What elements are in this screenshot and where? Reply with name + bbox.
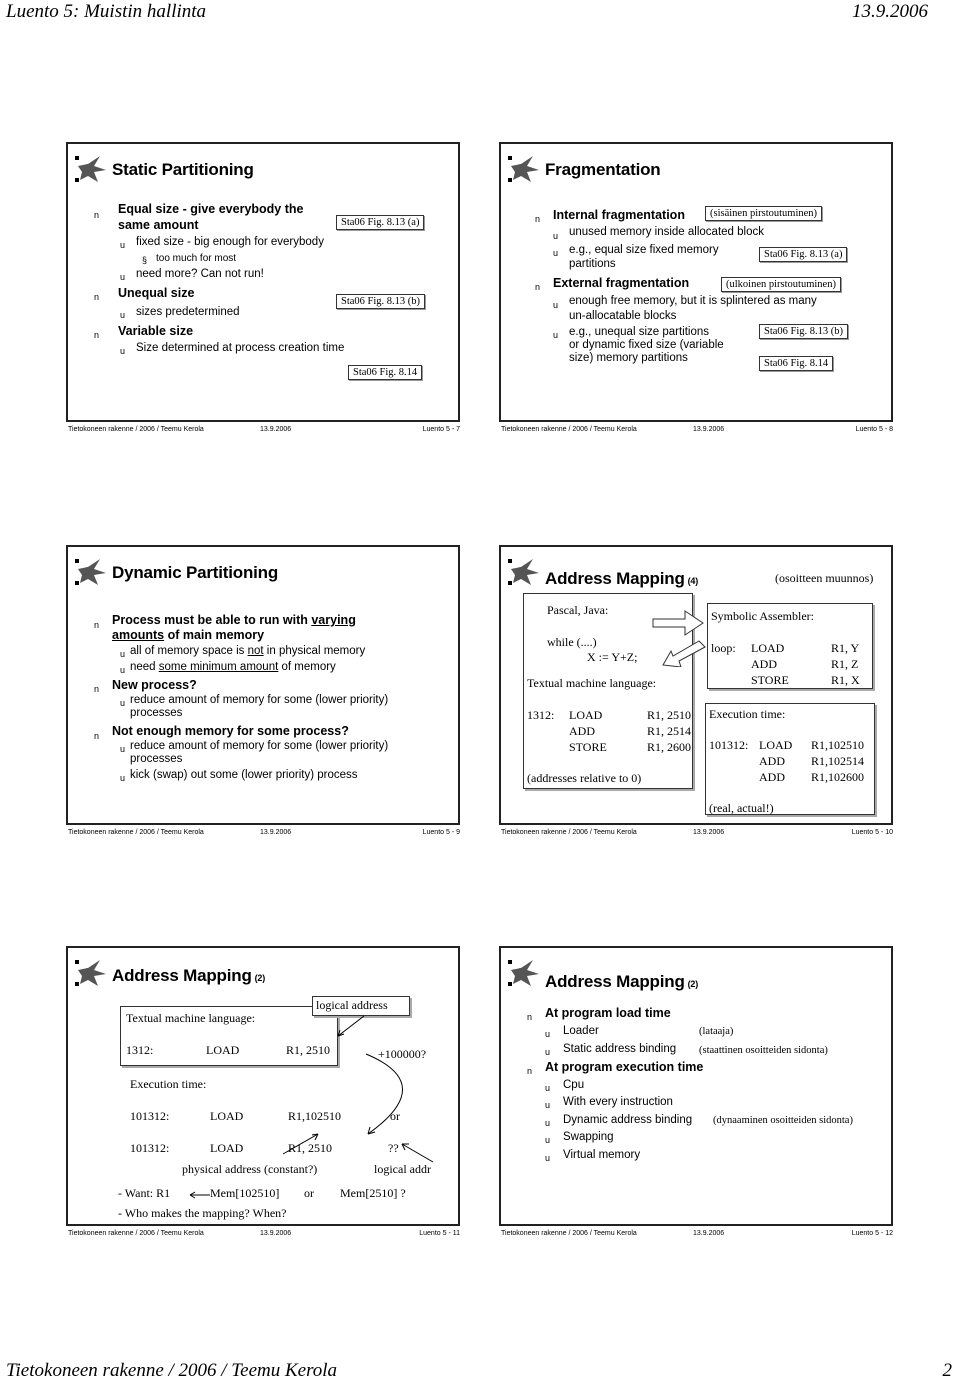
slide-logo-icon bbox=[74, 152, 108, 186]
figure-ref: Sta06 Fig. 8.13 (a) bbox=[336, 215, 424, 230]
code-op: LOAD bbox=[206, 1043, 240, 1057]
text-part: of memory bbox=[278, 661, 336, 673]
item-text: Swapping bbox=[563, 1131, 614, 1143]
slide-footer bbox=[68, 1230, 462, 1242]
title-suffix: (4) bbox=[687, 576, 699, 586]
text-underlined: some minimum amount bbox=[158, 661, 279, 673]
bullet-u-icon: u bbox=[545, 1118, 551, 1128]
item-text: Equal size - give everybody the bbox=[118, 202, 304, 216]
text-question: ?? bbox=[388, 1141, 399, 1155]
item-text: Dynamic address binding bbox=[563, 1114, 693, 1126]
item-text: kick (swap) out some (lower priority) process bbox=[130, 769, 358, 781]
bullet-u-icon: u bbox=[553, 248, 559, 258]
code-line: X := Y+Z; bbox=[587, 650, 638, 664]
item-text: With every instruction bbox=[563, 1096, 673, 1108]
bullet-n-icon: n bbox=[527, 1012, 533, 1022]
footer-date: 13.9.2006 bbox=[693, 829, 725, 836]
label-execution: Execution time: bbox=[709, 707, 786, 721]
bullet-n-icon: n bbox=[527, 1066, 533, 1076]
code-addr: 1312: bbox=[126, 1043, 154, 1057]
footer-slide-number: Luento 5 - 11 bbox=[419, 1230, 460, 1237]
item-text: too much for most bbox=[156, 253, 237, 264]
item-text: enough free memory, but it is splintered as many bbox=[569, 295, 817, 307]
label-pascal: Pascal, Java: bbox=[547, 603, 609, 617]
finnish-term: (ulkoinen pirstoutuminen) bbox=[721, 277, 841, 292]
item-text: processes bbox=[130, 753, 183, 765]
bullet-u-icon: u bbox=[120, 698, 126, 708]
finnish-term: (dynaaminen osoitteiden sidonta) bbox=[713, 1115, 853, 1126]
item-text: same amount bbox=[118, 218, 199, 232]
bullet-u-icon: u bbox=[120, 665, 126, 675]
bullet-n-icon: n bbox=[94, 210, 100, 220]
code-arg: R1, X bbox=[831, 673, 860, 687]
code-line: while (....) bbox=[547, 635, 597, 649]
slide-footer bbox=[501, 1230, 895, 1242]
item-text bbox=[130, 661, 336, 675]
code-arg: R1, Z bbox=[831, 657, 859, 671]
code-arg: R1, 2510 bbox=[288, 1141, 333, 1155]
item-text: External fragmentation bbox=[553, 276, 690, 290]
text-part: of main memory bbox=[164, 628, 265, 642]
slide-footer bbox=[501, 426, 895, 438]
item-text: partitions bbox=[569, 258, 616, 270]
code-op: STORE bbox=[751, 673, 789, 687]
bullet-u-icon: u bbox=[553, 231, 559, 241]
item-text: size) memory partitions bbox=[569, 352, 688, 364]
footer-course: Tietokoneen rakenne / 2006 / Teemu Kerola bbox=[501, 829, 637, 836]
bullet-u-icon: u bbox=[120, 346, 126, 356]
item-text: reduce amount of memory for some (lower priority) bbox=[130, 694, 389, 706]
bullet-n-icon: n bbox=[94, 330, 100, 340]
bullet-u-icon: u bbox=[120, 773, 126, 783]
footer-date: 13.9.2006 bbox=[260, 829, 292, 836]
item-text: Internal fragmentation bbox=[553, 208, 685, 222]
label-logical-address: logical address bbox=[316, 998, 388, 1012]
arrow-icon bbox=[651, 607, 707, 667]
text-who: - Who makes the mapping? When? bbox=[118, 1206, 287, 1220]
label-execution: Execution time: bbox=[130, 1077, 207, 1091]
note-relative: (addresses relative to 0) bbox=[527, 771, 642, 785]
slide-address-mapping-2b bbox=[499, 946, 893, 1237]
note-plus: +100000? bbox=[378, 1047, 427, 1061]
item-text: fixed size - big enough for everybody bbox=[136, 236, 324, 248]
figure-ref: Sta06 Fig. 8.13 (b) bbox=[759, 324, 848, 339]
code-op: ADD bbox=[759, 754, 785, 768]
slide-title bbox=[112, 966, 265, 986]
item-text: need more? Can not run! bbox=[136, 268, 264, 280]
slide-static-partitioning bbox=[66, 142, 460, 433]
bullet-u-icon: u bbox=[545, 1100, 551, 1110]
mapping-arrows-icon bbox=[188, 1004, 448, 1164]
code-op: ADD bbox=[759, 770, 785, 784]
code-op: LOAD bbox=[751, 641, 785, 655]
bullet-n-icon: n bbox=[535, 282, 541, 292]
text-want: - Want: R1 bbox=[118, 1186, 171, 1200]
note-real: (real, actual!) bbox=[709, 801, 774, 815]
figure-ref: Sta06 Fig. 8.14 bbox=[348, 365, 422, 380]
page-footer bbox=[0, 1358, 960, 1384]
arrow-left-icon bbox=[188, 1191, 210, 1199]
figure-ref: Sta06 Fig. 8.14 bbox=[759, 356, 833, 371]
footer-course: Tietokoneen rakenne / 2006 / Teemu Kerola bbox=[68, 1230, 204, 1237]
title-text: Address Mapping bbox=[545, 972, 685, 991]
slide-title: Static Partitioning bbox=[112, 160, 254, 179]
footer-slide-number: Luento 5 - 10 bbox=[851, 829, 893, 836]
bullet-n-icon: n bbox=[535, 214, 541, 224]
page-header-title: Luento 5: Muistin hallinta bbox=[6, 1, 207, 22]
text-part: all of memory space is bbox=[130, 645, 248, 657]
code-arg: R1, 2514 bbox=[647, 724, 692, 738]
bullet-u-icon: u bbox=[545, 1029, 551, 1039]
slide-logo-icon bbox=[74, 956, 108, 990]
item-text bbox=[112, 628, 264, 642]
text-or: or bbox=[390, 1109, 400, 1123]
item-text: Unequal size bbox=[118, 286, 195, 300]
label-textual: Textual machine language: bbox=[527, 676, 657, 690]
item-text: Not enough memory for some process? bbox=[112, 724, 349, 738]
finnish-term: (osoitteen muunnos) bbox=[775, 571, 874, 585]
bullet-n-icon: n bbox=[94, 731, 100, 741]
slide-footer bbox=[68, 829, 462, 841]
code-arg: R1,102510 bbox=[811, 738, 865, 752]
code-arg: R1, 2510 bbox=[647, 708, 692, 722]
footer-date: 13.9.2006 bbox=[260, 426, 292, 433]
slide-title bbox=[545, 569, 698, 589]
footer-slide-number: Luento 5 - 8 bbox=[855, 426, 893, 433]
code-op: ADD bbox=[751, 657, 777, 671]
slide-dynamic-partitioning bbox=[66, 545, 460, 836]
item-text: processes bbox=[130, 707, 183, 719]
code-arg: R1, 2510 bbox=[286, 1043, 331, 1057]
bullet-u-icon: u bbox=[545, 1083, 551, 1093]
item-text: At program execution time bbox=[545, 1060, 704, 1074]
item-text: or dynamic fixed size (variable bbox=[569, 339, 724, 351]
label-logical-addr: logical addr bbox=[374, 1162, 431, 1176]
text-mem: Mem[102510] bbox=[210, 1186, 280, 1200]
bullet-u-icon: u bbox=[120, 240, 126, 250]
slide-logo-icon bbox=[507, 555, 541, 589]
code-op: LOAD bbox=[759, 738, 793, 752]
slide-footer bbox=[501, 829, 895, 841]
code-op: ADD bbox=[569, 724, 595, 738]
code-addr: 101312: bbox=[709, 738, 749, 752]
footer-course: Tietokoneen rakenne / 2006 / Teemu Kerola bbox=[501, 426, 637, 433]
footer-slide-number: Luento 5 - 7 bbox=[422, 426, 460, 433]
slide-title: Dynamic Partitioning bbox=[112, 563, 279, 582]
footer-course: Tietokoneen rakenne / 2006 / Teemu Kerola bbox=[68, 426, 204, 433]
code-addr: 1312: bbox=[527, 708, 555, 722]
bullet-section-icon: § bbox=[142, 255, 148, 265]
bullet-n-icon: n bbox=[94, 292, 100, 302]
footer-date: 13.9.2006 bbox=[693, 1230, 725, 1237]
item-text: Cpu bbox=[563, 1079, 585, 1091]
text-mem: Mem[2510] ? bbox=[340, 1186, 406, 1200]
code-addr: 101312: bbox=[130, 1109, 170, 1123]
item-text: unused memory inside allocated block bbox=[569, 226, 764, 238]
item-text: e.g., unequal size partitions bbox=[569, 326, 710, 338]
code-op: STORE bbox=[569, 740, 607, 754]
footer-slide-number: Luento 5 - 9 bbox=[422, 829, 460, 836]
slide-title: Fragmentation bbox=[545, 160, 661, 179]
page-footer-course: Tietokoneen rakenne / 2006 / Teemu Kerola bbox=[6, 1360, 338, 1381]
label-physical-address: physical address (constant?) bbox=[182, 1162, 318, 1176]
text-underlined: not bbox=[247, 645, 264, 657]
text-part: Process must be able to run with bbox=[112, 613, 312, 627]
code-arg: R1, Y bbox=[831, 641, 860, 655]
code-arg: R1,102510 bbox=[288, 1109, 342, 1123]
finnish-term: (staattinen osoitteiden sidonta) bbox=[699, 1045, 828, 1056]
bullet-u-icon: u bbox=[553, 330, 559, 340]
footer-date: 13.9.2006 bbox=[260, 1230, 292, 1237]
text-part: in physical memory bbox=[263, 645, 366, 657]
item-text: New process? bbox=[112, 678, 197, 692]
slide-title bbox=[545, 972, 698, 992]
bullet-u-icon: u bbox=[120, 310, 126, 320]
title-text: Address Mapping bbox=[545, 569, 685, 588]
page-header bbox=[0, 0, 960, 24]
code-op: LOAD bbox=[210, 1141, 244, 1155]
code-op: LOAD bbox=[210, 1109, 244, 1123]
page-number: 2 bbox=[942, 1360, 952, 1381]
title-suffix: (2) bbox=[254, 973, 266, 983]
code-arg: R1,102514 bbox=[811, 754, 865, 768]
footer-date: 13.9.2006 bbox=[693, 426, 725, 433]
bullet-u-icon: u bbox=[120, 272, 126, 282]
item-text: Size determined at process creation time bbox=[136, 342, 345, 354]
item-text bbox=[130, 645, 365, 659]
label-assembler: Symbolic Assembler: bbox=[711, 609, 814, 623]
page-header-date: 13.9.2006 bbox=[852, 1, 928, 22]
bullet-u-icon: u bbox=[545, 1153, 551, 1163]
text-or: or bbox=[304, 1186, 314, 1200]
bullet-u-icon: u bbox=[545, 1047, 551, 1057]
bullet-u-icon: u bbox=[545, 1135, 551, 1145]
figure-ref: Sta06 Fig. 8.13 (b) bbox=[336, 294, 425, 309]
bullet-u-icon: u bbox=[120, 649, 126, 659]
item-text: Variable size bbox=[118, 324, 194, 338]
item-text: un-allocatable blocks bbox=[569, 310, 677, 322]
slide-logo-icon bbox=[507, 956, 541, 990]
text-part: need bbox=[130, 661, 159, 673]
slide-address-mapping-2a bbox=[66, 946, 460, 1237]
finnish-term: (lataaja) bbox=[699, 1026, 734, 1037]
code-op: LOAD bbox=[569, 708, 603, 722]
title-suffix: (2) bbox=[687, 979, 699, 989]
footer-course: Tietokoneen rakenne / 2006 / Teemu Kerola bbox=[68, 829, 204, 836]
code-label: loop: bbox=[711, 641, 736, 655]
finnish-term: (sisäinen pirstoutuminen) bbox=[705, 206, 822, 221]
bullet-n-icon: n bbox=[94, 684, 100, 694]
slide-fragmentation bbox=[499, 142, 893, 433]
item-text: Virtual memory bbox=[563, 1149, 641, 1161]
item-text: Static address binding bbox=[563, 1043, 677, 1055]
item-text: At program load time bbox=[545, 1006, 671, 1020]
title-text: Address Mapping bbox=[112, 966, 252, 985]
label-textual: Textual machine language: bbox=[126, 1011, 256, 1025]
footer-slide-number: Luento 5 - 12 bbox=[851, 1230, 893, 1237]
slide-address-mapping-4 bbox=[499, 545, 893, 836]
footer-course: Tietokoneen rakenne / 2006 / Teemu Kerola bbox=[501, 1230, 637, 1237]
slide-footer bbox=[68, 426, 462, 438]
code-addr: 101312: bbox=[130, 1141, 170, 1155]
item-text: sizes predetermined bbox=[136, 306, 240, 318]
slide-logo-icon bbox=[74, 555, 108, 589]
code-arg: R1,102600 bbox=[811, 770, 865, 784]
item-text: e.g., equal size fixed memory bbox=[569, 244, 719, 256]
item-text: reduce amount of memory for some (lower priority) bbox=[130, 740, 389, 752]
bullet-u-icon: u bbox=[553, 300, 559, 310]
bullet-n-icon: n bbox=[94, 620, 100, 630]
figure-ref: Sta06 Fig. 8.13 (a) bbox=[759, 247, 847, 262]
code-arg: R1, 2600 bbox=[647, 740, 692, 754]
slide-logo-icon bbox=[507, 152, 541, 186]
text-underlined: varying bbox=[311, 613, 356, 627]
bullet-u-icon: u bbox=[120, 744, 126, 754]
item-text: Loader bbox=[563, 1025, 599, 1037]
text-underlined: amounts bbox=[112, 628, 165, 642]
item-text bbox=[112, 613, 356, 627]
